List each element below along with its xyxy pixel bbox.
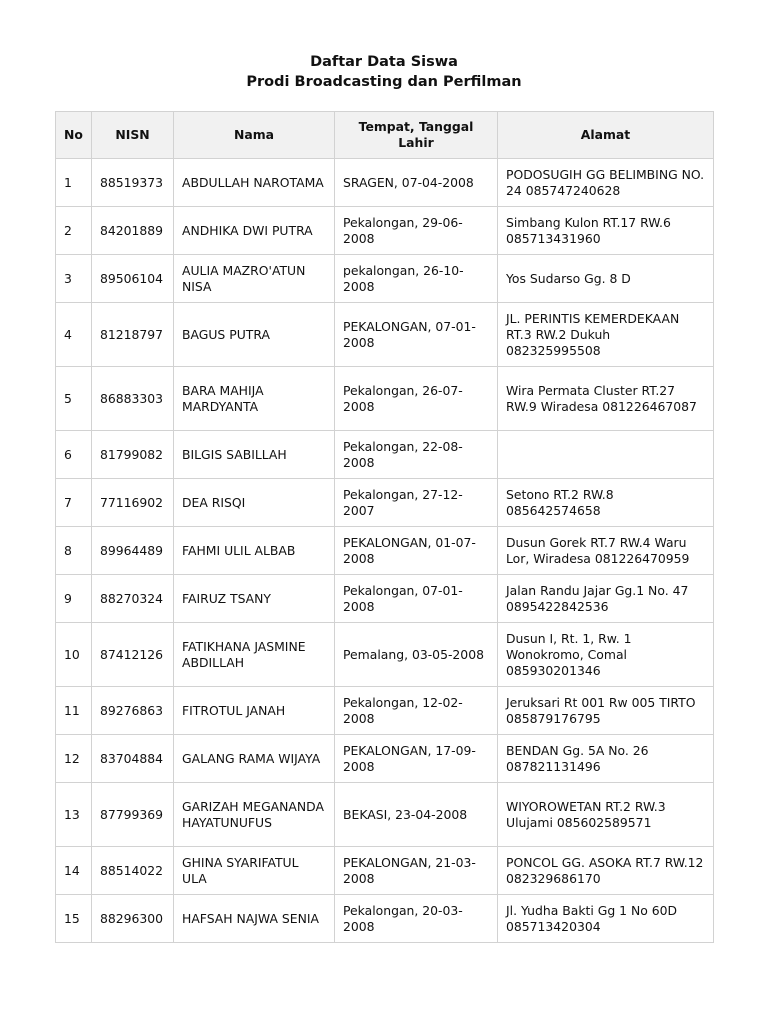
- cell-no: 7: [56, 479, 92, 527]
- cell-tempat-tanggal-lahir: Pekalongan, 07-01-2008: [335, 575, 498, 623]
- cell-tempat-tanggal-lahir: PEKALONGAN, 07-01-2008: [335, 303, 498, 367]
- header-alamat: Alamat: [498, 112, 714, 159]
- cell-nisn: 81218797: [92, 303, 174, 367]
- table-row: [56, 207, 714, 255]
- document-title: Daftar Data Siswa: [310, 54, 458, 70]
- header-nisn: NISN: [92, 112, 174, 159]
- cell-no: 14: [56, 847, 92, 895]
- cell-tempat-tanggal-lahir: PEKALONGAN, 21-03-2008: [335, 847, 498, 895]
- cell-nisn: 88296300: [92, 895, 174, 943]
- cell-tempat-tanggal-lahir: Pekalongan, 20-03-2008: [335, 895, 498, 943]
- cell-alamat: JL. PERINTIS KEMERDEKAAN RT.3 RW.2 Dukuh 082325995508: [498, 303, 714, 367]
- cell-nama: GHINA SYARIFATUL ULA: [174, 847, 335, 895]
- cell-no: 12: [56, 735, 92, 783]
- table-row: [56, 623, 714, 687]
- cell-nisn: 77116902: [92, 479, 174, 527]
- cell-nama: AULIA MAZRO'ATUN NISA: [174, 255, 335, 303]
- cell-nisn: 89506104: [92, 255, 174, 303]
- cell-nama: GALANG RAMA WIJAYA: [174, 735, 335, 783]
- cell-alamat: Dusun Gorek RT.7 RW.4 Waru Lor, Wiradesa 081226470959: [498, 527, 714, 575]
- cell-tempat-tanggal-lahir: Pekalongan, 29-06-2008: [335, 207, 498, 255]
- cell-nisn: 87799369: [92, 783, 174, 847]
- cell-alamat: Yos Sudarso Gg. 8 D: [498, 255, 714, 303]
- cell-tempat-tanggal-lahir: Pekalongan, 22-08-2008: [335, 431, 498, 479]
- table-row: [56, 479, 714, 527]
- table-row: [56, 431, 714, 479]
- cell-nama: FAHMI ULIL ALBAB: [174, 527, 335, 575]
- cell-no: 3: [56, 255, 92, 303]
- document-title-block: [0, 52, 768, 92]
- cell-alamat: BENDAN Gg. 5A No. 26 087821131496: [498, 735, 714, 783]
- cell-no: 4: [56, 303, 92, 367]
- cell-nama: ANDHIKA DWI PUTRA: [174, 207, 335, 255]
- cell-nisn: 87412126: [92, 623, 174, 687]
- cell-tempat-tanggal-lahir: pekalongan, 26-10-2008: [335, 255, 498, 303]
- cell-alamat: Wira Permata Cluster RT.27 RW.9 Wiradesa 081226467087: [498, 367, 714, 431]
- table-row: [56, 687, 714, 735]
- cell-nisn: 89276863: [92, 687, 174, 735]
- cell-no: 11: [56, 687, 92, 735]
- table-row: [56, 159, 714, 207]
- table-row: [56, 847, 714, 895]
- cell-tempat-tanggal-lahir: Pekalongan, 12-02-2008: [335, 687, 498, 735]
- cell-alamat: Jl. Yudha Bakti Gg 1 No 60D 085713420304: [498, 895, 714, 943]
- cell-alamat: WIYOROWETAN RT.2 RW.3 Ulujami 085602589571: [498, 783, 714, 847]
- cell-no: 10: [56, 623, 92, 687]
- cell-no: 1: [56, 159, 92, 207]
- cell-nisn: 84201889: [92, 207, 174, 255]
- cell-alamat: [498, 431, 714, 479]
- table-row: [56, 735, 714, 783]
- cell-alamat: Setono RT.2 RW.8 085642574658: [498, 479, 714, 527]
- table-header-row: [56, 112, 714, 159]
- header-nama: Nama: [174, 112, 335, 159]
- header-tempat-tanggal-lahir: Tempat, Tanggal Lahir: [335, 112, 498, 159]
- cell-nisn: 88519373: [92, 159, 174, 207]
- cell-alamat: Jeruksari Rt 001 Rw 005 TIRTO 085879176795: [498, 687, 714, 735]
- student-data-table: [55, 111, 714, 943]
- cell-nisn: 88270324: [92, 575, 174, 623]
- cell-tempat-tanggal-lahir: Pemalang, 03-05-2008: [335, 623, 498, 687]
- header-no: No: [56, 112, 92, 159]
- cell-alamat: Simbang Kulon RT.17 RW.6 085713431960: [498, 207, 714, 255]
- cell-tempat-tanggal-lahir: SRAGEN, 07-04-2008: [335, 159, 498, 207]
- cell-nama: FAIRUZ TSANY: [174, 575, 335, 623]
- table-row: [56, 575, 714, 623]
- cell-no: 8: [56, 527, 92, 575]
- cell-nama: HAFSAH NAJWA SENIA: [174, 895, 335, 943]
- cell-nama: FITROTUL JANAH: [174, 687, 335, 735]
- cell-no: 15: [56, 895, 92, 943]
- cell-nama: ABDULLAH NAROTAMA: [174, 159, 335, 207]
- table-row: [56, 895, 714, 943]
- cell-no: 5: [56, 367, 92, 431]
- cell-nisn: 88514022: [92, 847, 174, 895]
- table-row: [56, 527, 714, 575]
- cell-nisn: 83704884: [92, 735, 174, 783]
- cell-nisn: 81799082: [92, 431, 174, 479]
- cell-alamat: Dusun I, Rt. 1, Rw. 1 Wonokromo, Comal 085930201346: [498, 623, 714, 687]
- cell-no: 9: [56, 575, 92, 623]
- cell-no: 13: [56, 783, 92, 847]
- cell-alamat: PODOSUGIH GG BELIMBING NO. 24 085747240628: [498, 159, 714, 207]
- cell-tempat-tanggal-lahir: BEKASI, 23-04-2008: [335, 783, 498, 847]
- table-body: [56, 159, 714, 943]
- cell-nama: DEA RISQI: [174, 479, 335, 527]
- table-row: [56, 255, 714, 303]
- cell-alamat: Jalan Randu Jajar Gg.1 No. 47 0895422842536: [498, 575, 714, 623]
- cell-no: 6: [56, 431, 92, 479]
- cell-nama: BILGIS SABILLAH: [174, 431, 335, 479]
- cell-tempat-tanggal-lahir: Pekalongan, 27-12-2007: [335, 479, 498, 527]
- cell-alamat: PONCOL GG. ASOKA RT.7 RW.12 082329686170: [498, 847, 714, 895]
- cell-tempat-tanggal-lahir: PEKALONGAN, 17-09-2008: [335, 735, 498, 783]
- cell-no: 2: [56, 207, 92, 255]
- table-row: [56, 367, 714, 431]
- table-row: [56, 783, 714, 847]
- cell-nisn: 86883303: [92, 367, 174, 431]
- document-subtitle: Prodi Broadcasting dan Perfilman: [246, 74, 522, 90]
- table-row: [56, 303, 714, 367]
- cell-nisn: 89964489: [92, 527, 174, 575]
- cell-tempat-tanggal-lahir: PEKALONGAN, 01-07-2008: [335, 527, 498, 575]
- cell-nama: GARIZAH MEGANANDA HAYATUNUFUS: [174, 783, 335, 847]
- cell-nama: BAGUS PUTRA: [174, 303, 335, 367]
- cell-nama: BARA MAHIJA MARDYANTA: [174, 367, 335, 431]
- cell-nama: FATIKHANA JASMINE ABDILLAH: [174, 623, 335, 687]
- cell-tempat-tanggal-lahir: Pekalongan, 26-07-2008: [335, 367, 498, 431]
